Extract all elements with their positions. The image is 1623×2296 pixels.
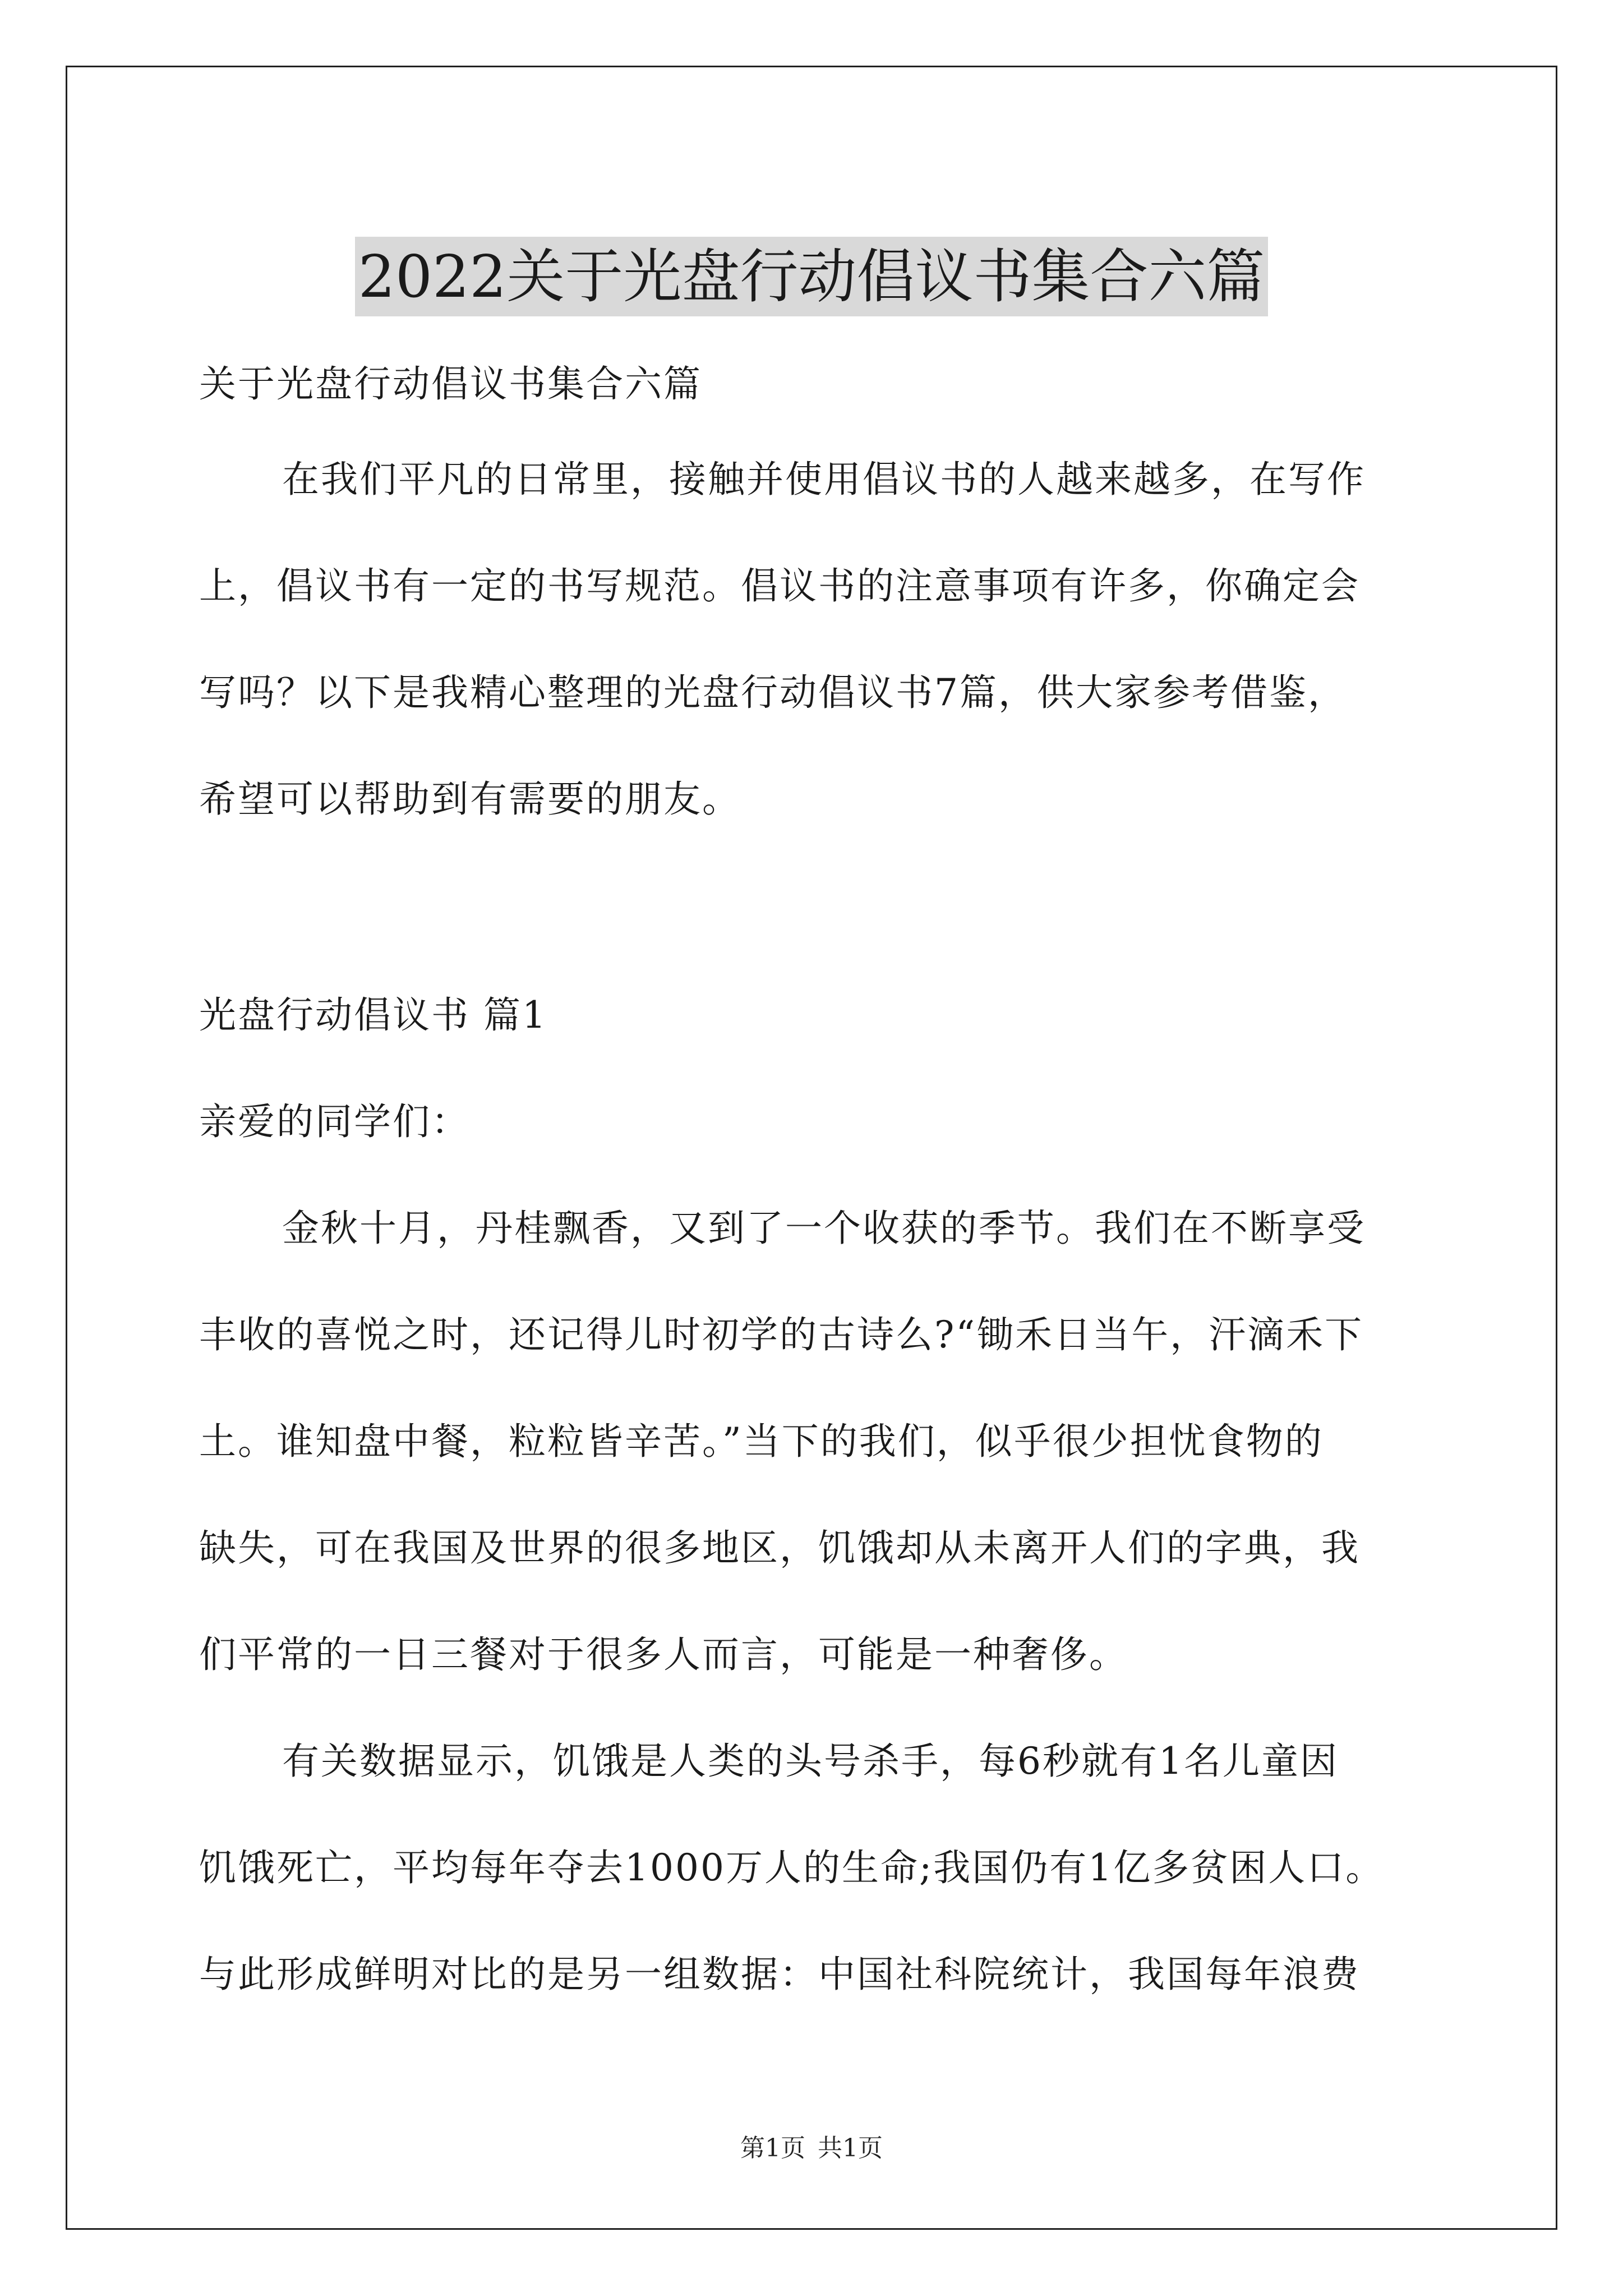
paragraph-line: 们平常的一日三餐对于很多人而言，可能是一种奢侈。 xyxy=(199,1633,1128,1676)
intro-line: 写吗？以下是我精心整理的光盘行动倡议书7篇，供大家参考借鉴， xyxy=(199,671,1347,714)
paragraph-line: 金秋十月，丹桂飘香，又到了一个收获的季节。我们在不断享受 xyxy=(282,1207,1366,1250)
title-container xyxy=(0,197,1623,355)
paragraph-line: 丰收的喜悦之时，还记得儿时初学的古诗么?“锄禾日当午，汗滴禾下 xyxy=(199,1313,1364,1356)
intro-line: 上，倡议书有一定的书写规范。倡议书的注意事项有许多，你确定会 xyxy=(199,564,1360,608)
paragraph-line: 有关数据显示，饥饿是人类的头号杀手，每6秒就有1名儿童因 xyxy=(282,1740,1339,1783)
page-total: 共1页 xyxy=(818,2134,883,2162)
page-number: 第1页 xyxy=(740,2134,805,2162)
intro-line: 在我们平凡的日常里，接触并使用倡议书的人越来越多，在写作 xyxy=(282,458,1366,501)
section-heading: 光盘行动倡议书 篇1 xyxy=(199,993,547,1037)
page-footer xyxy=(0,2132,1623,2165)
intro-line: 希望可以帮助到有需要的朋友。 xyxy=(199,777,741,821)
salutation: 亲爱的同学们： xyxy=(199,1100,470,1143)
paragraph-line: 土。谁知盘中餐，粒粒皆辛苦。”当下的我们，似乎很少担忧食物的 xyxy=(199,1420,1324,1463)
paragraph-line: 饥饿死亡，平均每年夺去1000万人的生命;我国仍有1亿多贫困人口。 xyxy=(199,1846,1385,1889)
document-title: 2022关于光盘行动倡议书集合六篇 xyxy=(355,237,1269,316)
paragraph-line: 与此形成鲜明对比的是另一组数据：中国社科院统计，我国每年浪费 xyxy=(199,1953,1360,1996)
subtitle: 关于光盘行动倡议书集合六篇 xyxy=(199,362,702,406)
paragraph-line: 缺失，可在我国及世界的很多地区，饥饿却从未离开人们的字典，我 xyxy=(199,1526,1360,1570)
